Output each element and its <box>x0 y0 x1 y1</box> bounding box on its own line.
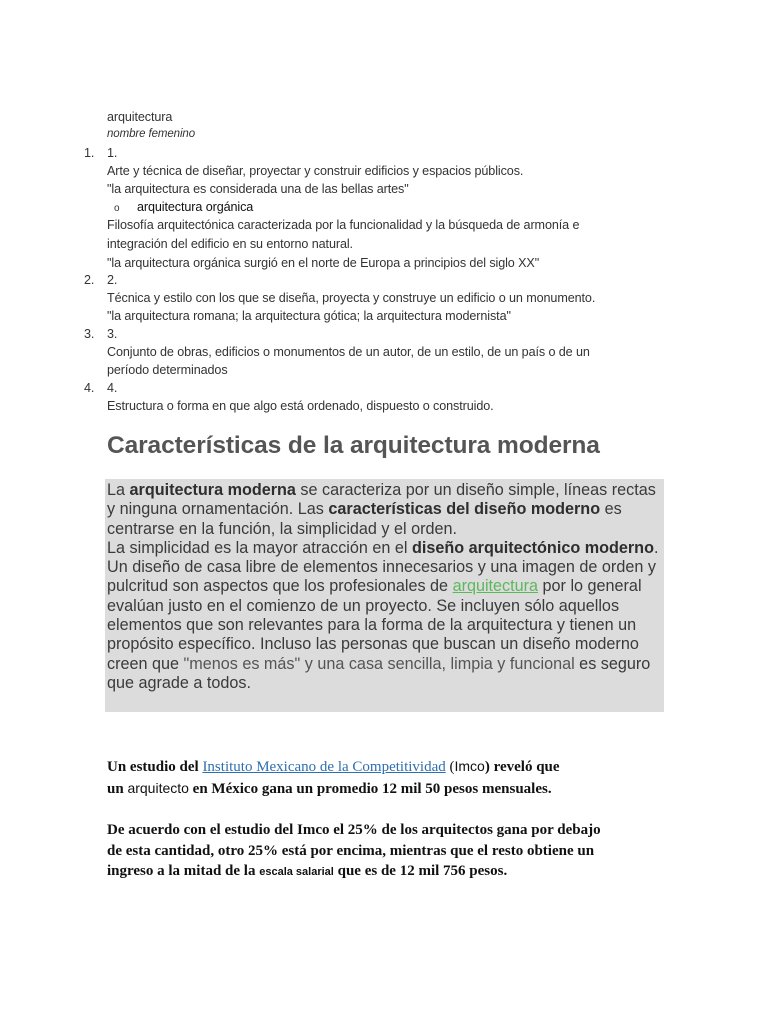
bold-term: diseño arquitectónico moderno <box>412 538 654 557</box>
text: por lo general evalúan justo en el comienzo de un proyecto. Se incluyen sólo aquellos elementos que son relevantes para la forma de la arquitectura y tienen un propósito específico. Incluso las personas que buscan un diseño moderno creen que <box>107 577 642 673</box>
bold-term: características del diseño moderno <box>328 500 601 519</box>
section-heading: Características de la arquitectura moderna <box>107 432 600 459</box>
bold-term: arquitectura moderna <box>129 481 296 499</box>
text: La <box>107 481 130 499</box>
salary-line-2: de esta cantidad, otro 25% está por encima, mientras que el resto obtiene un <box>107 842 595 859</box>
subentry-definition-line1: Filosofía arquitectónica caracterizada por la funcionalidad y la búsqueda de armonía e <box>107 218 580 232</box>
imco-link[interactable]: Instituto Mexicano de la Competitividad <box>202 759 446 775</box>
salary-line-1: De acuerdo con el estudio del Imco el 25% de los arquitectos gana por debajo <box>107 822 601 838</box>
subentry-example: "la arquitectura orgánica surgió en el norte de Europa a principios del siglo XX" <box>107 256 540 270</box>
text: . Un diseño de casa libre de elementos innecesarios y una imagen de orden y pulcritud son aspectos que los profesionales de <box>107 538 659 596</box>
text: La simplicidad es la mayor atracción en el <box>107 538 413 557</box>
list-marker-3: 3. <box>84 327 95 341</box>
word-arquitecto: arquitecto <box>127 779 189 796</box>
sense-3-definition-line2: período determinados <box>107 363 228 377</box>
text: se caracteriza por un diseño simple, líneas rectas y ninguna ornamentación. Las <box>107 481 656 519</box>
list-marker-4: 4. <box>84 381 95 395</box>
text: ) reveló que <box>484 759 560 775</box>
list-marker-2: 2. <box>84 273 95 287</box>
sense-1-definition: Arte y técnica de diseñar, proyectar y construir edificios y espacios públicos. <box>107 164 524 178</box>
sense-number-2: 2. <box>107 273 118 287</box>
sense-3-definition-line1: Conjunto de obras, edificios o monumentos de un autor, de un estilo, de un país o de un <box>107 345 590 359</box>
subentry-term: arquitectura orgánica <box>137 200 254 214</box>
part-of-speech: nombre femenino <box>107 128 195 140</box>
text: un <box>107 780 128 797</box>
study-paragraph <box>107 756 560 799</box>
sense-number-1: 1. <box>107 146 118 160</box>
headword: arquitectura <box>107 110 173 124</box>
text: es seguro que agrade a todos. <box>107 654 651 692</box>
text: que es de 12 mil 756 pesos. <box>333 863 508 879</box>
list-marker-1: 1. <box>84 146 95 160</box>
salary-paragraph <box>107 820 601 883</box>
text: ( <box>445 759 455 775</box>
circle-bullet-icon: o <box>114 203 120 214</box>
small-text: escala salarial <box>259 866 334 878</box>
quote-text: "menos es más" y una casa sencilla, limpia y funcional <box>179 654 575 673</box>
arquitectura-link[interactable]: arquitectura <box>452 577 539 596</box>
paragraph-simplicity <box>107 539 667 693</box>
text: en México gana un promedio 12 mil 50 pesos mensuales. <box>188 780 552 797</box>
text: ingreso a la mitad de la <box>107 863 260 879</box>
highlighted-text <box>107 481 667 693</box>
sense-number-3: 3. <box>107 327 118 341</box>
sense-2-definition: Técnica y estilo con los que se diseña, proyecta y construye un edificio o un monumento. <box>107 291 596 305</box>
text: Un estudio del <box>107 759 203 775</box>
subentry-definition-line2: integración del edificio en su entorno natural. <box>107 237 353 251</box>
sense-1-example: "la arquitectura es considerada una de las bellas artes" <box>107 182 409 196</box>
sense-number-4: 4. <box>107 381 118 395</box>
sense-4-definition: Estructura o forma en que algo está ordenado, dispuesto o construido. <box>107 399 494 413</box>
sense-2-example: "la arquitectura romana; la arquitectura gótica; la arquitectura modernista" <box>107 309 511 323</box>
abbr-imco: Imco <box>454 758 485 774</box>
paragraph-modern-architecture <box>107 481 667 539</box>
text: es centrarse en la función, la simplicidad y el orden. <box>107 500 622 538</box>
